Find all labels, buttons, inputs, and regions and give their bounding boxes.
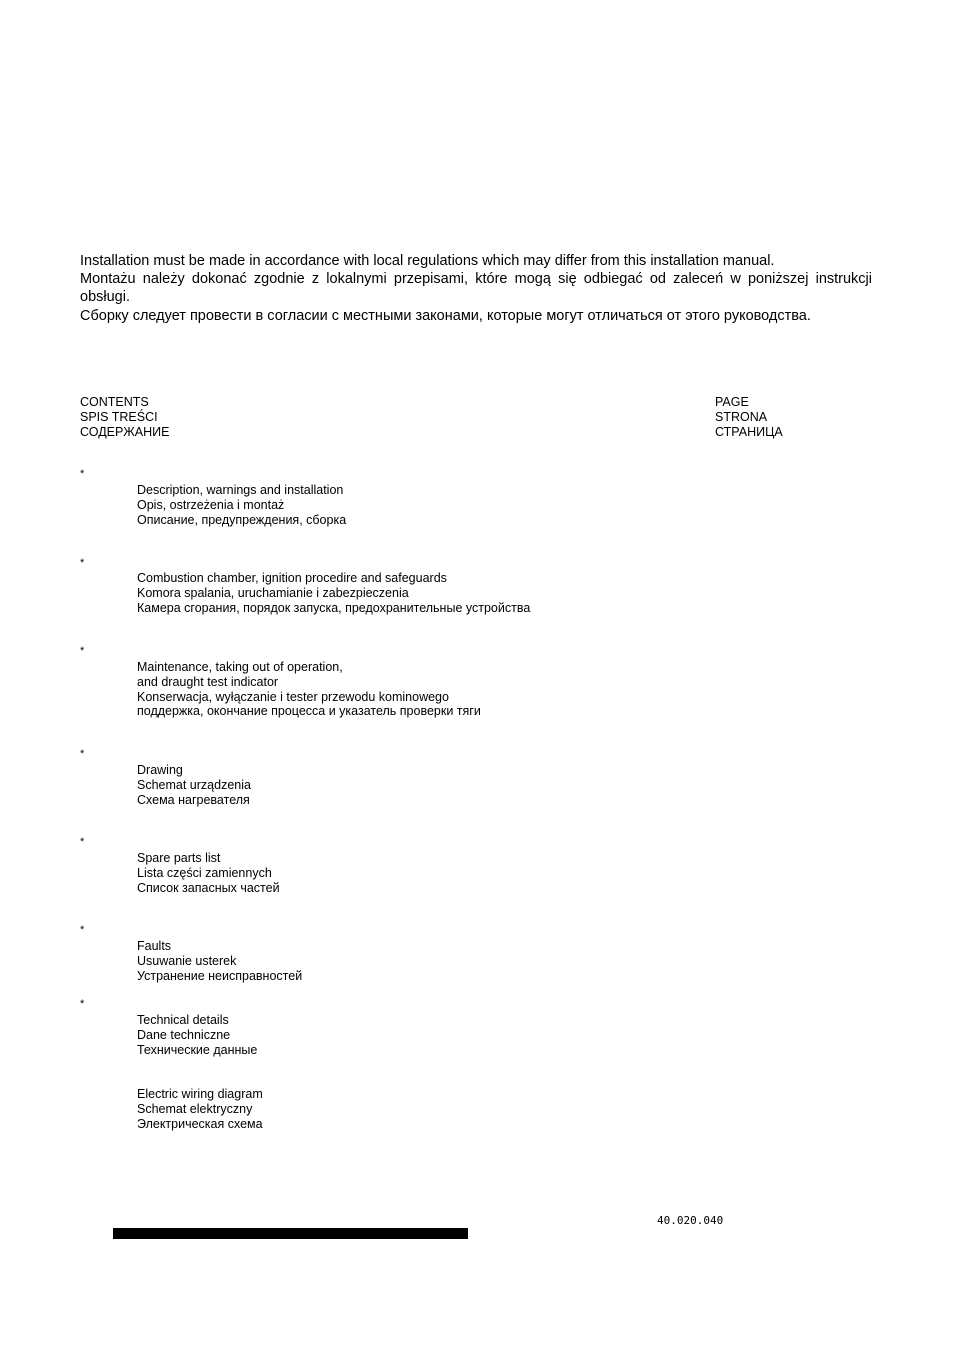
- toc-line: Faults: [137, 939, 172, 953]
- intro-notice-ru: Сборку следует провести в согласии с местными законами, которые могут отличаться от этого руководства.: [80, 307, 811, 324]
- toc-line: Spare parts list: [137, 851, 221, 865]
- document-code: 40.020.040: [657, 1214, 724, 1227]
- toc-bullet: *: [80, 468, 85, 480]
- toc-line: Komora spalania, uruchamianie i zabezpieczenia: [137, 585, 409, 600]
- contents-header-en: CONTENTS: [80, 395, 149, 409]
- toc-line: Description, warnings and installation: [137, 483, 344, 497]
- page-header: [715, 395, 783, 439]
- toc-bullet: *: [80, 998, 85, 1010]
- toc-line: Schemat urządzenia: [137, 777, 251, 792]
- intro-notice-en: Installation must be made in accordance with local regulations which may differ from this installation manual.: [80, 253, 775, 269]
- page-header-en: PAGE: [715, 395, 749, 409]
- contents-header-ru: СОДЕРЖАНИЕ: [80, 424, 170, 439]
- toc-line: Combustion chamber, ignition procedire and safeguards: [137, 571, 447, 585]
- toc-line: Схема нагревателя: [137, 792, 250, 807]
- page-header-pl: STRONA: [715, 409, 768, 424]
- page-header-ru: СТРАНИЦА: [715, 424, 783, 439]
- toc-line: Электрическая схема: [137, 1116, 263, 1131]
- toc-line: Opis, ostrzeżenia i montaż: [137, 497, 285, 512]
- intro-notice: [80, 252, 872, 325]
- toc-line: Lista części zamiennych: [137, 865, 272, 880]
- toc-line: Maintenance, taking out of operation,: [137, 660, 343, 674]
- toc-line: Technical details: [137, 1013, 229, 1027]
- toc-line: Dane techniczne: [137, 1027, 231, 1042]
- toc-line: Electric wiring diagram: [137, 1087, 263, 1101]
- toc-line: Технические данные: [137, 1042, 258, 1057]
- toc-bullet: *: [80, 748, 85, 760]
- toc-line: Описание, предупреждения, сборка: [137, 512, 347, 527]
- contents-header: [80, 395, 169, 439]
- toc-line: Usuwanie usterek: [137, 953, 237, 968]
- toc-line: Konserwacja, wyłączanie i tester przewodu kominowego: [137, 689, 449, 704]
- toc-bullet: *: [80, 557, 85, 569]
- toc-line: Schemat elektryczny: [137, 1101, 253, 1116]
- toc-line: Устранение неисправностей: [137, 968, 303, 983]
- intro-notice-pl: Montażu należy dokonać zgodnie z lokalnymi przepisami, które mogą się odbiegać od zaleceń w poniższej instrukcji obsługi.: [80, 271, 872, 306]
- toc-line: and draught test indicator: [137, 674, 279, 689]
- footer-bar: [113, 1228, 468, 1239]
- toc-bullet: *: [80, 645, 85, 657]
- toc-line: Камера сгорания, порядок запуска, предохранительные устройства: [137, 600, 531, 615]
- toc-line: Список запасных частей: [137, 880, 280, 895]
- toc-bullet: *: [80, 924, 85, 936]
- toc-line: поддержка, окончание процесса и указатель проверки тяги: [137, 704, 481, 719]
- toc-line: Drawing: [137, 763, 183, 777]
- contents-header-pl: SPIS TREŚCI: [80, 409, 158, 424]
- toc-bullet: *: [80, 836, 85, 848]
